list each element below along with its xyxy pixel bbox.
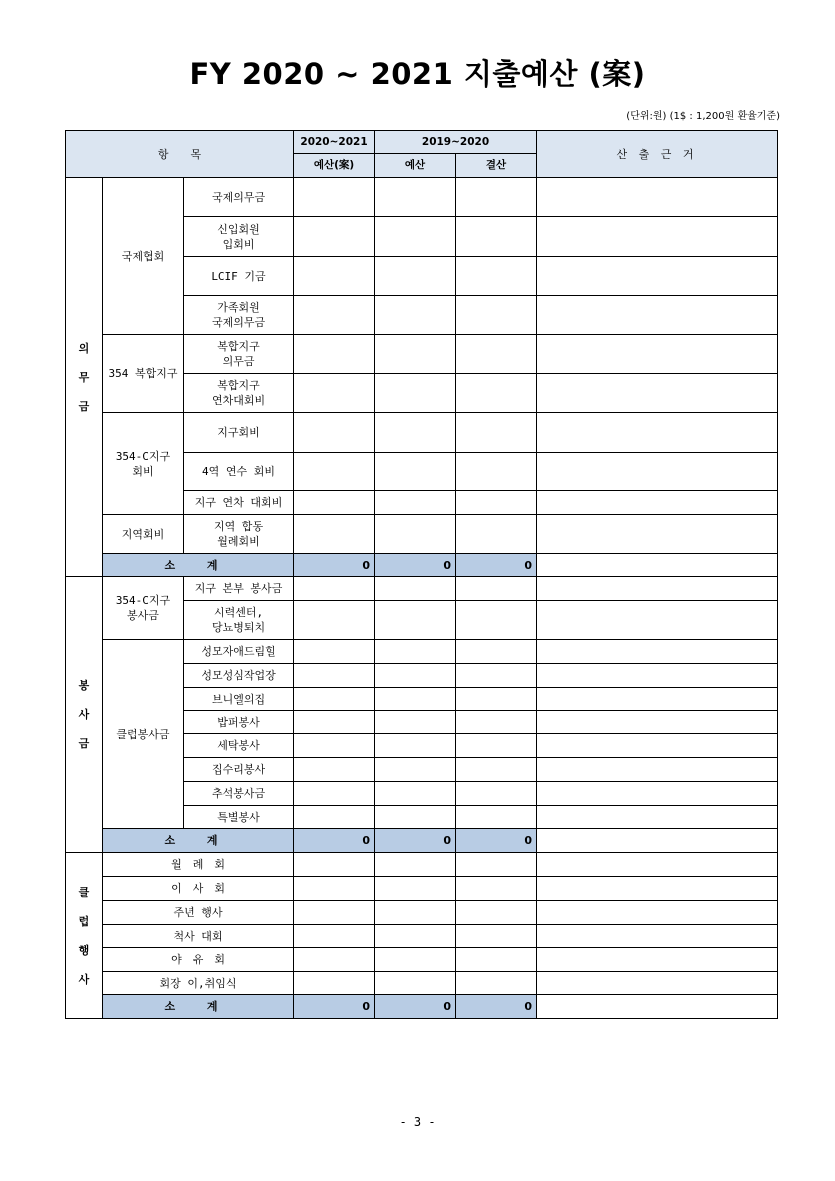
item-label: 브니엘의집	[184, 688, 294, 711]
cell-budget[interactable]	[375, 257, 456, 296]
cell-basis[interactable]	[537, 577, 778, 601]
cell-budget[interactable]	[375, 688, 456, 711]
subtotal-label: 소 계	[103, 829, 294, 853]
cell-budget[interactable]	[375, 178, 456, 217]
item-label: 특별봉사	[184, 806, 294, 829]
item-label: 지구 연차 대회비	[184, 491, 294, 515]
cell-budget[interactable]	[375, 782, 456, 806]
cell-settlement[interactable]	[456, 257, 537, 296]
cell-basis[interactable]	[537, 335, 778, 374]
cell-basis[interactable]	[537, 877, 778, 901]
item-label: LCIF 기금	[184, 257, 294, 296]
subtotal-label: 소 계	[103, 995, 294, 1019]
cell-budget[interactable]	[375, 217, 456, 257]
cell-basis[interactable]	[537, 178, 778, 217]
subtotal-budget: 0	[375, 554, 456, 577]
item-label: 이 사 회	[103, 877, 294, 901]
cell-budget[interactable]	[375, 374, 456, 413]
item-label: 신입회원 입회비	[184, 217, 294, 257]
cell-settlement[interactable]	[456, 413, 537, 453]
cell-budget[interactable]	[375, 948, 456, 972]
cell-settlement[interactable]	[456, 335, 537, 374]
section-char: 금	[78, 399, 90, 413]
cell-settlement[interactable]	[456, 758, 537, 782]
cell-budget-proposal[interactable]	[294, 688, 375, 711]
item-label: 세탁봉사	[184, 734, 294, 758]
cell-budget-proposal[interactable]	[294, 296, 375, 335]
item-label: 복합지구 의무금	[184, 335, 294, 374]
cell-basis[interactable]	[537, 758, 778, 782]
item-label: 회장 이,취임식	[103, 972, 294, 995]
cell-settlement[interactable]	[456, 217, 537, 257]
subtotal-budget-proposal: 0	[294, 829, 375, 853]
cell-basis[interactable]	[537, 453, 778, 491]
group-label-intl: 국제협회	[103, 178, 184, 335]
item-label: 밥퍼봉사	[184, 711, 294, 734]
cell-budget-proposal[interactable]	[294, 335, 375, 374]
cell-budget-proposal[interactable]	[294, 948, 375, 972]
section-label-duty	[66, 178, 103, 577]
cell-budget-proposal[interactable]	[294, 577, 375, 601]
subtotal-budget-proposal: 0	[294, 995, 375, 1019]
cell-basis[interactable]	[537, 664, 778, 688]
cell-budget[interactable]	[375, 806, 456, 829]
cell-settlement[interactable]	[456, 491, 537, 515]
cell-budget-proposal[interactable]	[294, 491, 375, 515]
group-label-multi: 354 복합지구	[103, 335, 184, 413]
section-char: 사	[78, 708, 90, 721]
cell-basis[interactable]	[537, 853, 778, 877]
header-budget: 예산	[375, 154, 456, 178]
cell-settlement[interactable]	[456, 374, 537, 413]
header-basis: 산 출 근 거	[537, 131, 778, 178]
group-label-region: 지역회비	[103, 515, 184, 554]
cell-budget[interactable]	[375, 335, 456, 374]
cell-budget[interactable]	[375, 640, 456, 664]
cell-settlement[interactable]	[456, 711, 537, 734]
subtotal-label: 소 계	[103, 554, 294, 577]
cell-basis[interactable]	[537, 601, 778, 640]
header-period-2019: 2019~2020	[375, 131, 537, 154]
cell-budget[interactable]	[375, 664, 456, 688]
budget-table	[65, 130, 778, 1019]
unit-note: (단위:원) (1$ : 1,200원 환율기준)	[626, 111, 780, 122]
cell-basis[interactable]	[537, 296, 778, 335]
item-label: 주년 행사	[103, 901, 294, 925]
cell-basis[interactable]	[537, 948, 778, 972]
section-label-service	[66, 577, 103, 853]
cell-budget-proposal[interactable]	[294, 901, 375, 925]
cell-budget[interactable]	[375, 877, 456, 901]
cell-budget[interactable]	[375, 758, 456, 782]
subtotal-settlement: 0	[456, 995, 537, 1019]
cell-basis[interactable]	[537, 374, 778, 413]
cell-basis[interactable]	[537, 995, 778, 1019]
item-label: 성모성심작업장	[184, 664, 294, 688]
cell-basis[interactable]	[537, 734, 778, 758]
cell-budget-proposal[interactable]	[294, 374, 375, 413]
section-label-events	[66, 853, 103, 1019]
section-char: 행	[78, 943, 90, 957]
cell-budget[interactable]	[375, 601, 456, 640]
cell-budget-proposal[interactable]	[294, 877, 375, 901]
cell-basis[interactable]	[537, 711, 778, 734]
cell-basis[interactable]	[537, 829, 778, 853]
cell-settlement[interactable]	[456, 664, 537, 688]
cell-basis[interactable]	[537, 640, 778, 664]
section-char: 봉	[78, 679, 90, 692]
cell-basis[interactable]	[537, 806, 778, 829]
cell-settlement[interactable]	[456, 453, 537, 491]
subtotal-budget: 0	[375, 995, 456, 1019]
cell-settlement[interactable]	[456, 782, 537, 806]
group-label-district: 354-C지구 회비	[103, 413, 184, 515]
item-label: 척사 대회	[103, 925, 294, 948]
subtotal-budget: 0	[375, 829, 456, 853]
cell-budget-proposal[interactable]	[294, 640, 375, 664]
section-char: 의	[78, 341, 90, 355]
cell-settlement[interactable]	[456, 806, 537, 829]
cell-budget[interactable]	[375, 972, 456, 995]
cell-settlement[interactable]	[456, 688, 537, 711]
cell-basis[interactable]	[537, 217, 778, 257]
item-label: 복합지구 연차대회비	[184, 374, 294, 413]
page-title: FY 2020 ~ 2021 지출예산 (案)	[189, 57, 646, 91]
cell-basis[interactable]	[537, 554, 778, 577]
item-label: 가족회원 국제의무금	[184, 296, 294, 335]
header-settlement: 결산	[456, 154, 537, 178]
item-label: 지구 본부 봉사금	[184, 577, 294, 601]
cell-settlement[interactable]	[456, 853, 537, 877]
header-period-2020: 2020~2021	[294, 131, 375, 154]
cell-settlement[interactable]	[456, 877, 537, 901]
cell-basis[interactable]	[537, 782, 778, 806]
cell-basis[interactable]	[537, 901, 778, 925]
header-item: 항 목	[66, 131, 294, 178]
item-label: 국제의무금	[184, 178, 294, 217]
cell-budget-proposal[interactable]	[294, 853, 375, 877]
section-char: 럽	[78, 914, 90, 928]
cell-budget[interactable]	[375, 711, 456, 734]
item-label: 4역 연수 회비	[184, 453, 294, 491]
cell-budget-proposal[interactable]	[294, 217, 375, 257]
cell-basis[interactable]	[537, 491, 778, 515]
cell-settlement[interactable]	[456, 972, 537, 995]
subtotal-settlement: 0	[456, 829, 537, 853]
item-label: 지역 합동 월례회비	[184, 515, 294, 554]
item-label: 월 례 회	[103, 853, 294, 877]
cell-budget-proposal[interactable]	[294, 453, 375, 491]
subtotal-budget-proposal: 0	[294, 554, 375, 577]
cell-settlement[interactable]	[456, 515, 537, 554]
cell-settlement[interactable]	[456, 178, 537, 217]
cell-budget-proposal[interactable]	[294, 782, 375, 806]
cell-basis[interactable]	[537, 688, 778, 711]
section-char: 무	[78, 370, 90, 384]
item-label: 추석봉사금	[184, 782, 294, 806]
section-char: 클	[78, 885, 90, 899]
page-number: - 3 -	[399, 1115, 436, 1129]
cell-basis[interactable]	[537, 515, 778, 554]
section-char: 금	[78, 737, 90, 750]
cell-settlement[interactable]	[456, 901, 537, 925]
subtotal-settlement: 0	[456, 554, 537, 577]
cell-budget-proposal[interactable]	[294, 734, 375, 758]
cell-budget[interactable]	[375, 734, 456, 758]
item-label: 야 유 회	[103, 948, 294, 972]
cell-basis[interactable]	[537, 972, 778, 995]
cell-settlement[interactable]	[456, 640, 537, 664]
cell-basis[interactable]	[537, 925, 778, 948]
cell-budget-proposal[interactable]	[294, 758, 375, 782]
item-label: 집수리봉사	[184, 758, 294, 782]
group-label-service-district: 354-C지구 봉사금	[103, 577, 184, 640]
cell-budget[interactable]	[375, 853, 456, 877]
cell-budget-proposal[interactable]	[294, 178, 375, 217]
cell-budget[interactable]	[375, 453, 456, 491]
cell-budget-proposal[interactable]	[294, 515, 375, 554]
cell-settlement[interactable]	[456, 925, 537, 948]
cell-budget[interactable]	[375, 925, 456, 948]
cell-budget-proposal[interactable]	[294, 711, 375, 734]
cell-budget-proposal[interactable]	[294, 972, 375, 995]
cell-settlement[interactable]	[456, 601, 537, 640]
cell-settlement[interactable]	[456, 296, 537, 335]
cell-budget-proposal[interactable]	[294, 664, 375, 688]
cell-budget-proposal[interactable]	[294, 925, 375, 948]
cell-budget[interactable]	[375, 515, 456, 554]
item-label: 지구회비	[184, 413, 294, 453]
cell-budget-proposal[interactable]	[294, 806, 375, 829]
cell-budget[interactable]	[375, 577, 456, 601]
cell-budget-proposal[interactable]	[294, 413, 375, 453]
header-budget-proposal: 예산(案)	[294, 154, 375, 178]
cell-settlement[interactable]	[456, 577, 537, 601]
cell-settlement[interactable]	[456, 948, 537, 972]
cell-basis[interactable]	[537, 413, 778, 453]
cell-budget[interactable]	[375, 491, 456, 515]
cell-budget[interactable]	[375, 296, 456, 335]
cell-budget-proposal[interactable]	[294, 601, 375, 640]
cell-budget[interactable]	[375, 901, 456, 925]
group-label-club: 클럽봉사금	[103, 640, 184, 829]
cell-basis[interactable]	[537, 257, 778, 296]
cell-budget[interactable]	[375, 413, 456, 453]
item-label: 시력센터, 당뇨병퇴치	[184, 601, 294, 640]
section-char: 사	[78, 972, 90, 986]
item-label: 성모자애드림힐	[184, 640, 294, 664]
cell-settlement[interactable]	[456, 734, 537, 758]
cell-budget-proposal[interactable]	[294, 257, 375, 296]
